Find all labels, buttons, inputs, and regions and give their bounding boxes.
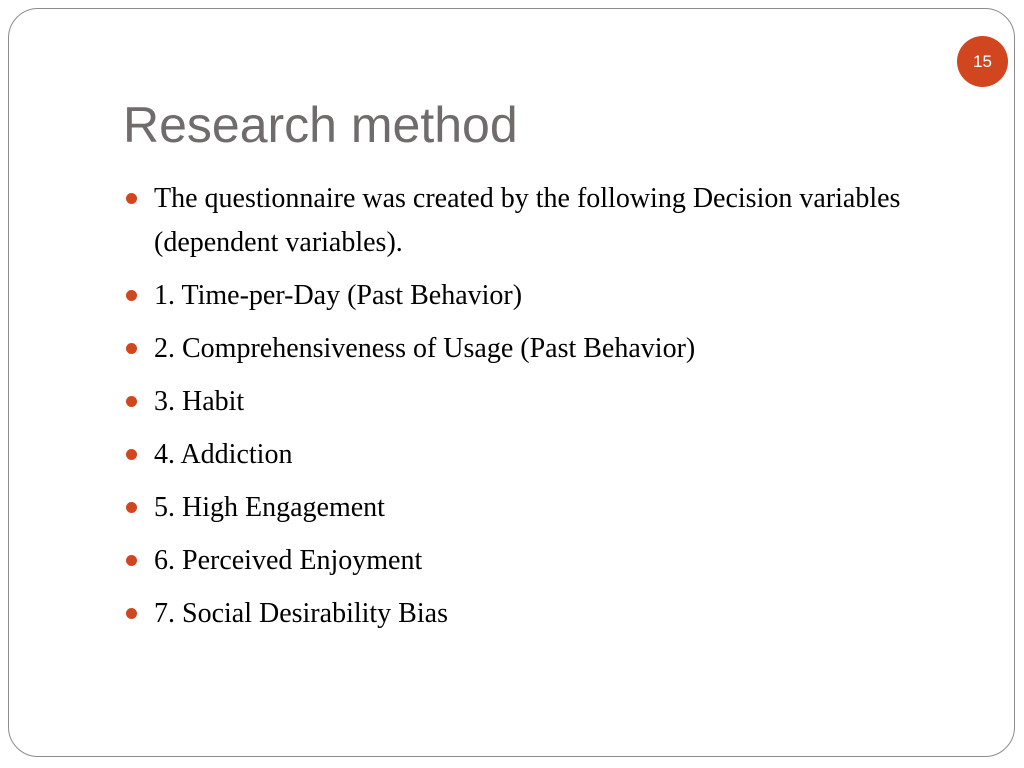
bullet-text: 1. Time-per-Day (Past Behavior)	[154, 280, 523, 311]
bullet-item	[123, 592, 943, 636]
bullet-dot-icon	[126, 193, 137, 204]
bullet-text: 7. Social Desirability Bias	[154, 598, 448, 629]
bullet-item	[123, 380, 943, 424]
bullet-text: 3. Habit	[154, 386, 245, 417]
bullet-item	[123, 274, 943, 318]
bullet-item	[123, 177, 943, 265]
bullet-text: 6. Perceived Enjoyment	[154, 545, 423, 576]
bullet-list	[123, 177, 943, 645]
bullet-dot-icon	[126, 555, 137, 566]
page-number-badge: 15	[957, 36, 1008, 87]
bullet-dot-icon	[126, 396, 137, 407]
bullet-text: 2. Comprehensiveness of Usage (Past Behavior)	[154, 333, 696, 364]
bullet-item	[123, 327, 943, 371]
bullet-text: 5. High Engagement	[154, 492, 385, 523]
bullet-dot-icon	[126, 608, 137, 619]
bullet-dot-icon	[126, 290, 137, 301]
slide	[8, 8, 1015, 757]
bullet-text: The questionnaire was created by the following Decision variables (dependent variables).	[154, 183, 901, 258]
bullet-dot-icon	[126, 449, 137, 460]
bullet-dot-icon	[126, 502, 137, 513]
bullet-dot-icon	[126, 343, 137, 354]
bullet-text: 4. Addiction	[154, 439, 293, 470]
slide-title: Research method	[123, 97, 518, 153]
bullet-item	[123, 539, 943, 583]
bullet-item	[123, 486, 943, 530]
bullet-item	[123, 433, 943, 477]
